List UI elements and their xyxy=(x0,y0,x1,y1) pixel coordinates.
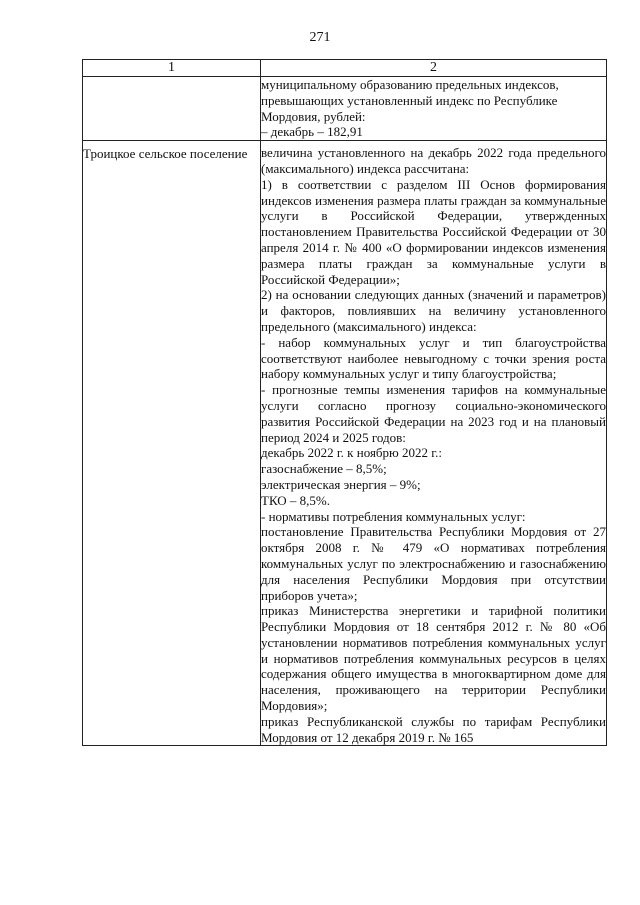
description-cell xyxy=(261,141,607,746)
paragraph: 1) в соответствии с разделом III Основ формирования индексов изменения размера платы граждан за коммунальные услуги в Российской Федерации, утвержденных постановлением Правительства Российской Федерации от 30 апреля 2014 г. № 400 «О формировании индексов изменения размера платы граждан за коммунальные услуги в Российской Федерации»; xyxy=(261,176,606,287)
page-number: 271 xyxy=(309,30,331,45)
table-header-row xyxy=(83,60,607,77)
municipality-cell: Троицкое сельское поселение xyxy=(83,141,261,746)
paragraph: ТКО – 8,5%. xyxy=(261,492,331,508)
table-row xyxy=(83,141,607,746)
paragraph: муниципальному образованию предельных индексов, превышающих установленный индекс по Республике Мордовия, рублей: xyxy=(261,77,559,124)
paragraph: - прогнозные темпы изменения тарифов на коммунальные услуги согласно прогнозу социально-экономического развития Российской Федерации на 2023 год и на плановый период 2024 и 2025 годов: xyxy=(261,382,606,445)
paragraph: постановление Правительства Республики Мордовия от 27 октября 2008 г. № 479 «О нормативах потребления коммунальных услуг по электроснабжению и газоснабжению для населения Республики Мордовия при отсутствии приборов учета»; xyxy=(261,524,606,603)
paragraph: газоснабжение – 8,5%; xyxy=(261,461,387,477)
paragraph: декабрь 2022 г. к ноябрю 2022 г.: xyxy=(261,445,442,461)
paragraph: электрическая энергия – 9%; xyxy=(261,476,421,492)
paragraph: приказ Министерства энергетики и тарифной политики Республики Мордовия от 18 сентября 2012 г. № 80 «Об установлении нормативов потребления коммунальных услуг и нормативов потребления коммунальных ресурсов в целях содержания общего имущества в многоквартирном доме для населения, проживающего на территории Республики Мордовия»; xyxy=(261,603,606,714)
table-row xyxy=(83,77,607,141)
paragraph: – декабрь – 182,91 xyxy=(261,124,363,140)
description-cell xyxy=(261,77,607,141)
paragraph: - нормативы потребления коммунальных услуг: xyxy=(261,508,526,524)
document-table xyxy=(82,59,607,746)
paragraph: величина установленного на декабрь 2022 года предельного (максимального) индекса рассчитана: xyxy=(261,145,606,176)
paragraph: 2) на основании следующих данных (значений и параметров) и факторов, повлиявших на величину установленного предельного (максимального) индекса: xyxy=(261,287,606,334)
paragraph: - набор коммунальных услуг и тип благоустройства соответствуют наиболее невыгодному с точки зрения роста набору коммунальных услуг и типу благоустройства; xyxy=(261,334,606,382)
column-header-1: 1 xyxy=(83,60,261,77)
paragraph: приказ Республиканской службы по тарифам Республики Мордовия от 12 декабря 2019 г. № 165 xyxy=(261,713,606,745)
column-header-2: 2 xyxy=(261,60,607,77)
municipality-cell xyxy=(83,77,261,141)
